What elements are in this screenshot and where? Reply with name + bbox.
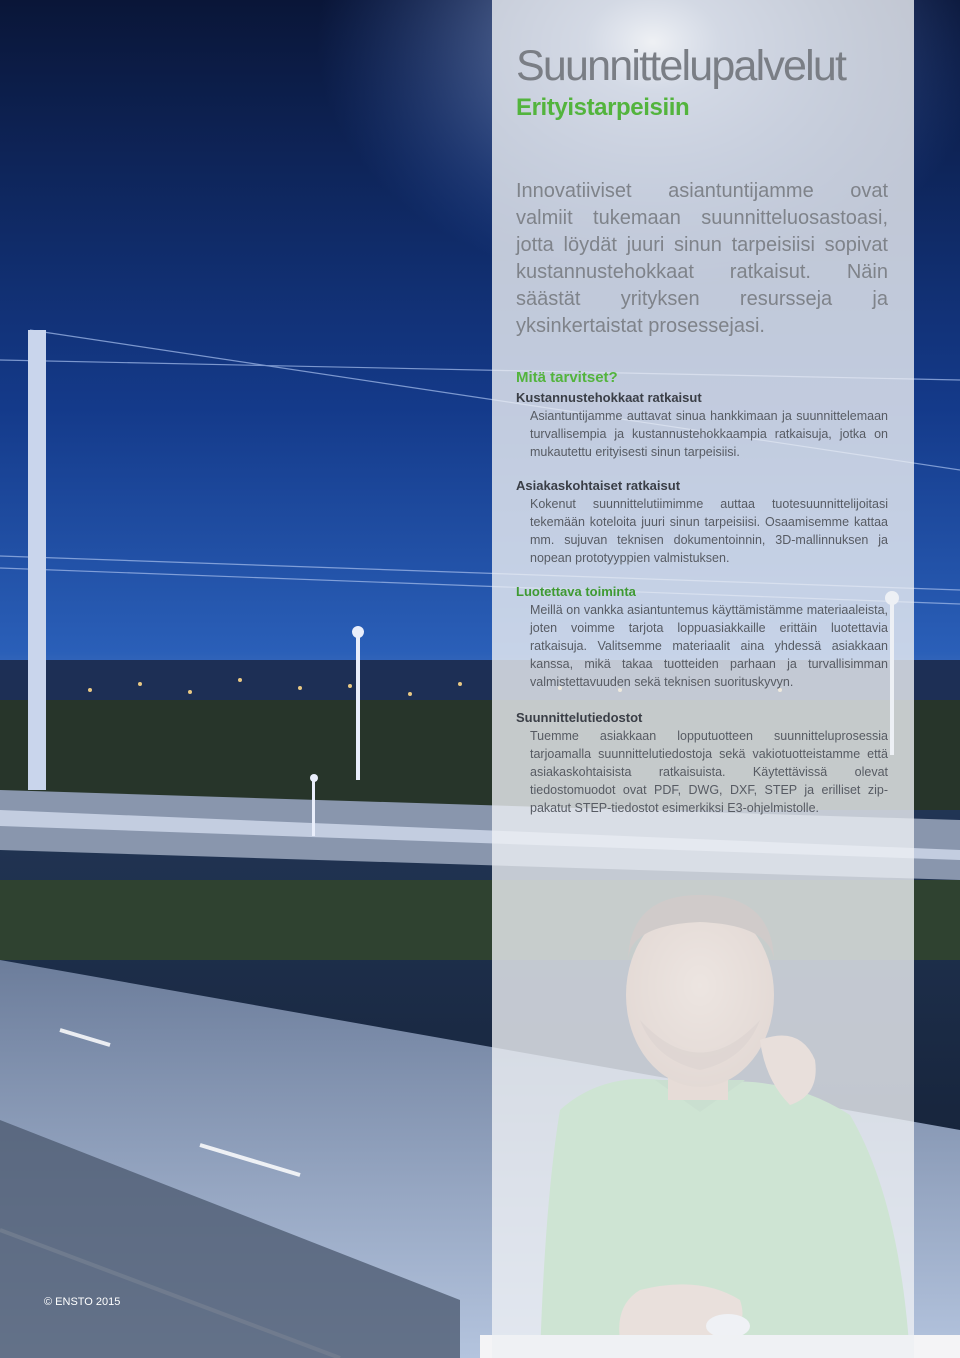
section-heading: Suunnittelutiedostot <box>516 710 643 725</box>
section-heading: Asiakaskohtaiset ratkaisut <box>516 478 681 493</box>
section-cost-effective <box>516 388 888 461</box>
section-heading: Kustannustehokkaat ratkaisut <box>516 390 702 405</box>
copyright-notice: © ENSTO 2015 <box>44 1296 121 1308</box>
intro-paragraph: Innovatiiviset asiantuntijamme ovat valmiit tukemaan suunnitteluosastoasi, jotta löydät juuri sinun tarpeisiisi sopivat kustannustehokkaat ratkaisut. Näin säästät yrityksen resursseja ja yksinkertaistat prosessejasi. <box>516 180 888 337</box>
page-subtitle: Erityistarpeisiin <box>516 94 690 121</box>
section-body: Kokenut suunnittelutiimimme auttaa tuotesuunnittelijoitasi tekemään koteloita juuri sinun tarpeisiisi. Osaamisemme kattaa mm. sujuvan teknisen dokumentoinnin, 3D-mallinnuksen ja nopean prototyyppien valmistuksen. <box>530 497 888 565</box>
section-heading: Luotettava toiminta <box>516 584 636 599</box>
section-custom-solutions <box>516 476 888 567</box>
question-heading: Mitä tarvitset? <box>516 369 618 386</box>
section-body: Tuemme asiakkaan lopputuotteen suunnitteluprosessia tarjoamalla suunnittelutiedostoja sekä vakiotuotteistamme että asiakaskohtaisista ratkaisuista. Käytettävissä olevat tiedostomuodot ovat PDF, DWG, DXF, STEP ja erilliset zip-pakatut STEP-tiedostot esimerkiksi E3-ohjelmistolle. <box>530 729 888 815</box>
section-reliable-operation <box>516 582 888 691</box>
section-design-files <box>516 708 888 817</box>
section-body: Meillä on vankka asiantuntemus käyttämistämme materiaaleista, joten voimme tarjota loppuasiakkaille erittäin luotettavia ratkaisuja. Valitsemme materiaalit aina yhdessä asiakkaan kanssa, mikä takaa tuotteiden parhaan ja turvallisimman valmistettavuuden sekä teknisen suorituskyvyn. <box>530 603 888 689</box>
section-body: Asiantuntijamme auttavat sinua hankkimaan ja suunnittelemaan turvallisempia ja kustannustehokkaampia ratkaisuja, jotka on mukautettu erityisesti sinun tarpeisiisi. <box>530 409 888 459</box>
page-title: Suunnittelupalvelut <box>516 42 846 90</box>
